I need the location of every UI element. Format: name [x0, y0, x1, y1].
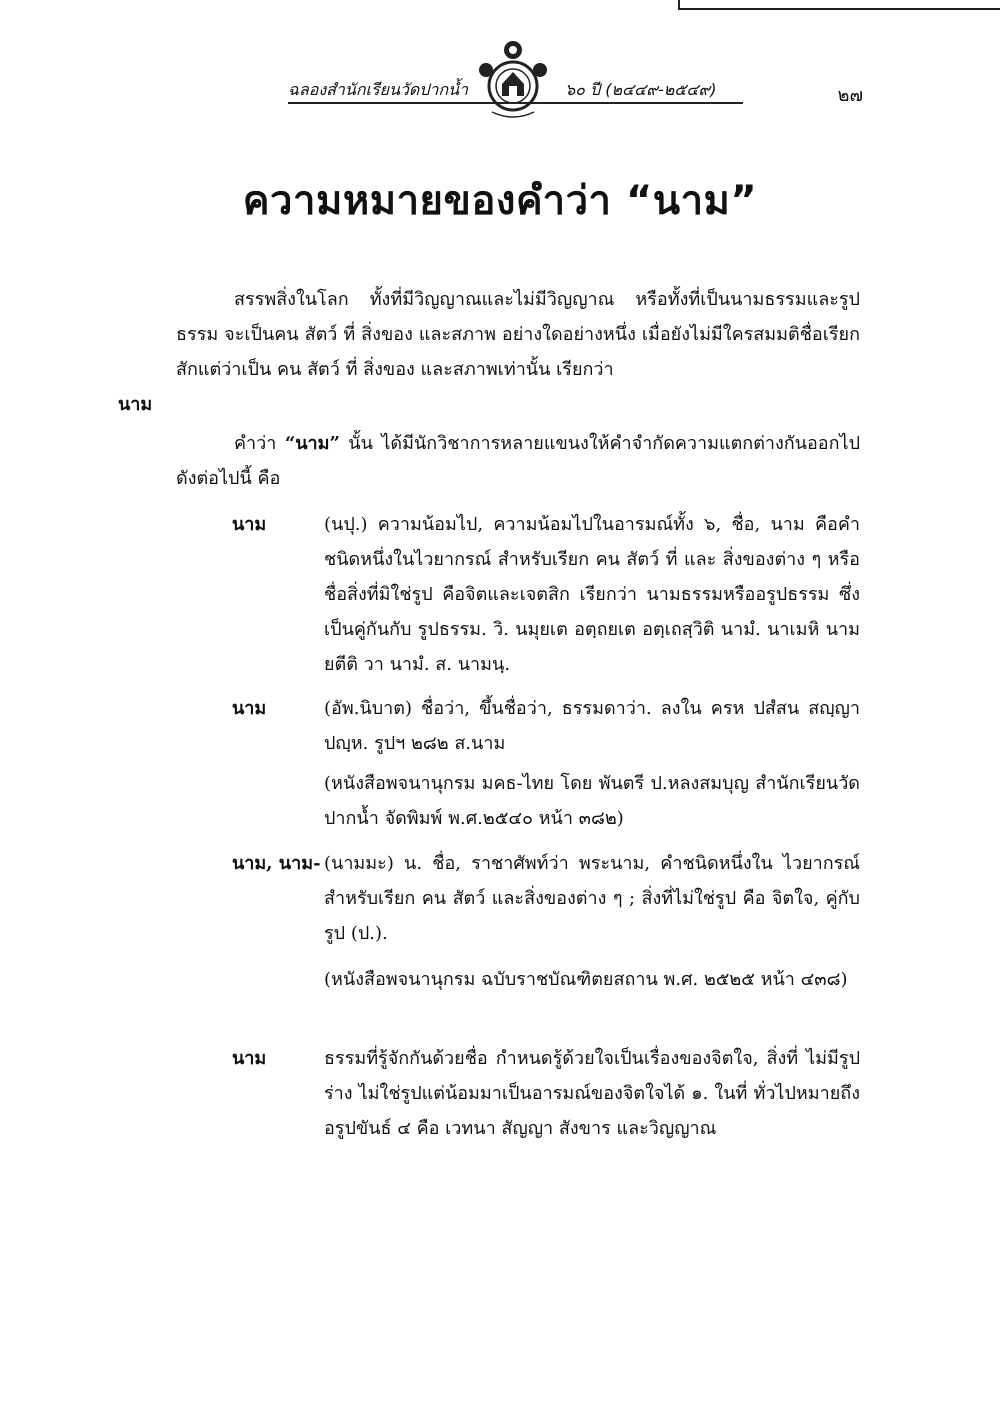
page-number: ๒๗ [837, 85, 863, 106]
entry-term: นาม, นาม- [232, 853, 321, 874]
lead-term: “นาม” [284, 433, 340, 454]
dictionary-entry [232, 691, 860, 761]
entry-definition: (อัพ.นิบาต) ชื่อว่า, ขึ้นชื่อว่า, ธรรมดาว่า. ลงใน ครห ปสํสน สญฺญา ปญฺห. รูปฯ ๒๘๒ ส.นาม [324, 698, 860, 754]
page-corner-mark [678, 0, 1000, 10]
intro-paragraph [118, 282, 860, 422]
definition-lead-paragraph [176, 426, 860, 496]
source-citation: (หนังสือพจนานุกรม มคธ-ไทย โดย พันตรี ป.หลงสมบุญ สำนักเรียนวัดปากน้ำ จัดพิมพ์ พ.ศ.๒๕๔๐ หน้า ๓๘๒) [324, 773, 860, 829]
lead-text: คำว่า [234, 433, 285, 454]
entry-term: นาม [232, 1048, 267, 1069]
dictionary-entry [232, 507, 860, 682]
page-title: ความหมายของคำว่า “นาม” [242, 178, 758, 224]
source-citation: (หนังสือพจนานุกรม ฉบับราชบัณฑิตยสถาน พ.ศ. ๒๕๒๕ หน้า ๔๓๘) [324, 969, 848, 990]
dictionary-entry [232, 1041, 860, 1146]
temple-seal-emblem-icon [478, 36, 548, 122]
page-header [288, 52, 863, 122]
entry-definition: (นปุ.) ความน้อมไป, ความน้อมไปในอารมณ์ทั้ง ๖, ชื่อ, นาม คือคำชนิดหนึ่งในไวยากรณ์ สำหรับเรียก คน สัตว์ ที่ และ สิ่งของต่าง ๆ หรือชื่อสิ่งที่มิใช่รูป คือจิตและเจตสิก เรียกว่า นามธรรมหรืออรูปธรรม ซึ่งเป็นคู่กันกับ รูปธรรม. วิ. นมุยเต อตฺถยเต อตฺเถสฺวิติ นามํ. นาเมหิ นามยตีติ วา นามํ. ส. นามนฺ. [324, 514, 860, 675]
lead-rest-text: นั้น ได้มีนักวิชาการหลายแขนงให้คำจำกัดความแตกต่างกันออกไป ดังต่อไปนี้ คือ [176, 433, 860, 489]
intro-term: นาม [118, 394, 153, 415]
dictionary-entry [232, 846, 860, 951]
intro-text: สรรพสิ่งในโลก ทั้งที่มีวิญญาณและไม่มีวิญญาณ หรือทั้งที่เป็นนามธรรมและรูปธรรม จะเป็นคน สัตว์ ที่ สิ่งของ และสภาพ อย่างใดอย่างหนึ่ง เมื่อยังไม่มีใครสมมติชื่อเรียก สักแต่ว่าเป็น คน สัตว์ ที่ สิ่งของ และสภาพเท่านั้น เรียกว่า [176, 289, 860, 380]
header-anniversary-text: ๖๐ ปี (๒๔๔๙-๒๕๔๙) [565, 80, 717, 99]
header-left-text: ฉลองสำนักเรียนวัดปากน้ำ [288, 80, 468, 99]
entry-term: นาม [232, 698, 267, 719]
entry-term: นาม [232, 514, 267, 535]
entry-definition: (นามมะ) น. ชื่อ, ราชาศัพท์ว่า พระนาม, คำชนิดหนึ่งใน ไวยากรณ์ สำหรับเรียก คน สัตว์ และสิ่งของต่าง ๆ ; สิ่งที่ไม่ใช่รูป คือ จิตใจ, คู่กับ รูป (ป.). [324, 853, 860, 944]
entry-definition: ธรรมที่รู้จักกันด้วยชื่อ กำหนดรู้ด้วยใจเป็นเรื่องของจิตใจ, สิ่งที่ ไม่มีรูปร่าง ไม่ใช่รูปแต่น้อมมาเป็นอารมณ์ของจิตใจได้ ๑. ในที่ ทั่วไปหมายถึงอรูปขันธ์ ๔ คือ เวทนา สัญญา สังขาร และวิญญาณ [324, 1048, 860, 1139]
